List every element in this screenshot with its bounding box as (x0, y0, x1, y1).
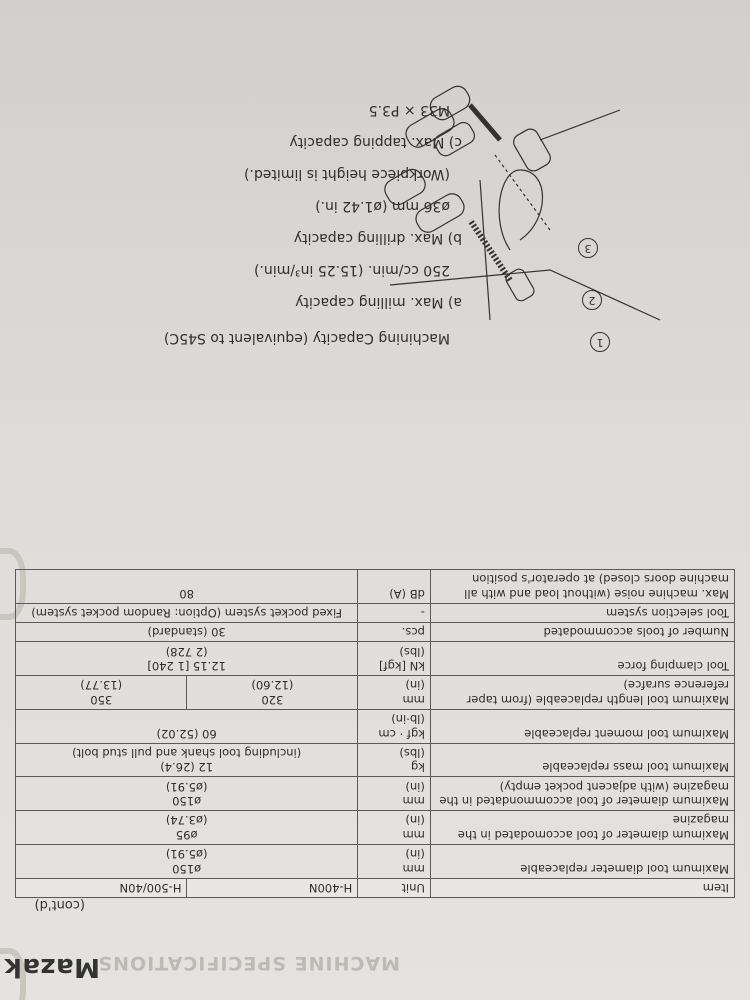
callout-marker: 2 (582, 290, 602, 310)
milling-capacity-label: a) Max. milling capacity (295, 294, 462, 310)
callout-marker: 1 (590, 332, 610, 352)
spec-value-cell-h400n (187, 676, 358, 710)
spec-unit-cell (358, 623, 431, 642)
faint-section-title: MACHINE SPECIFICATIONS (97, 952, 400, 974)
spec-unit-cell (358, 811, 431, 845)
spec-value-cell-h400n (16, 603, 358, 622)
value-text: 12.15 [1 240] (147, 659, 226, 674)
spec-unit-cell (358, 676, 431, 710)
spec-unit-cell (358, 777, 431, 811)
table-row (16, 709, 735, 743)
unit-text: pcs. (401, 625, 425, 640)
value-text: (12.60) (251, 678, 294, 693)
drilling-capacity-label: b) Max. drilling capacity (293, 230, 462, 246)
spec-unit-cell (358, 743, 431, 777)
spec-item-cell: Maximum tool length replaceable (from taper reference surafce) (430, 676, 734, 710)
column-header-h400n: H-400N (187, 878, 358, 897)
value-text: 60 (52.02) (156, 726, 217, 741)
spec-unit-cell (358, 844, 431, 878)
unit-text: (in) (405, 813, 425, 828)
unit-text: mm (402, 692, 425, 707)
unit-text: kN [kgf] (378, 659, 425, 674)
table-row (16, 743, 735, 777)
brand-logo: Mazak (4, 952, 100, 982)
unit-text: (lb·in) (391, 712, 425, 727)
unit-text: (in) (405, 678, 425, 693)
value-text: 30 (standard) (147, 625, 226, 640)
table-row (16, 811, 735, 845)
spec-value-cell-h400n (16, 844, 358, 878)
spec-unit-cell (358, 569, 431, 603)
milling-capacity-value: 250 cc/min. (15.25 in³/min.) (254, 262, 450, 278)
column-header-h500-40n: H-500/40N (16, 878, 187, 897)
unit-text: dB (A) (389, 586, 425, 601)
value-text: 350 (90, 692, 113, 707)
table-row (16, 623, 735, 642)
spec-item-cell: Maximum diameter of tool accommondated in the magazine (with adjacent pocket empty) (430, 777, 734, 811)
table-row (16, 642, 735, 676)
spec-value-cell-h500-40n (16, 676, 187, 710)
value-text: (2 728) (165, 644, 208, 659)
spec-table-body (16, 569, 735, 878)
value-text: (ø3.74) (165, 813, 208, 828)
unit-text: mm (402, 794, 425, 809)
spec-value-cell-h400n (16, 811, 358, 845)
unit-text: mm (402, 827, 425, 842)
value-text: (ø5.91) (165, 847, 208, 862)
unit-text: (lbs) (399, 746, 425, 760)
spec-value-cell-h400n (16, 642, 358, 676)
spec-value-cell-h400n (16, 743, 358, 777)
spec-item-cell: Maximum tool mass replaceable (430, 743, 734, 777)
drilling-capacity-value: ø36 mm (ø1.42 in.) (315, 198, 450, 214)
column-header-unit: Unit (358, 878, 431, 897)
spec-unit-cell (358, 642, 431, 676)
unit-text: kg (410, 760, 425, 775)
value-text: 12 (26.4) (160, 760, 214, 775)
table-row (16, 777, 735, 811)
value-text: ø150 (172, 794, 202, 809)
unit-text: (in) (405, 847, 425, 862)
continued-label: (cont'd) (34, 897, 85, 912)
value-text: (ø5.91) (165, 779, 208, 794)
unit-text: kgf · cm (378, 726, 425, 741)
unit-text: (in) (405, 779, 425, 794)
table-row (16, 676, 735, 710)
spec-unit-cell (358, 709, 431, 743)
table-row (16, 844, 735, 878)
table-header-row (16, 878, 735, 897)
value-text: Fixed pocket system (Option: Random pocket system) (31, 606, 343, 620)
spec-table (15, 569, 735, 898)
table-row (16, 569, 735, 603)
value-text: 80 (179, 586, 194, 601)
spec-unit-cell (358, 603, 431, 622)
spec-item-cell: Tool clamping force (430, 642, 734, 676)
value-text: (13.77) (80, 678, 123, 693)
column-header-item: Item (430, 878, 734, 897)
value-text: 320 (261, 692, 284, 707)
tapping-capacity-label: c) Max. tapping capacity (289, 134, 462, 150)
spec-item-cell: Maximum tool diameter replaceable (430, 844, 734, 878)
spec-item-cell: Maximum tool moment replaceable (430, 709, 734, 743)
unit-text: mm (402, 861, 425, 876)
spec-value-cell-h400n (16, 709, 358, 743)
value-text: (including tool shank and pull stud bolt) (72, 746, 302, 760)
table-row (16, 603, 735, 622)
value-text: ø95 (175, 827, 198, 842)
spec-value-cell-h400n (16, 569, 358, 603)
spec-item-cell: Tool selection system (430, 603, 734, 622)
spec-item-cell: Maximum diameter of tool accomodated in the magazine (430, 811, 734, 845)
spec-item-cell: Max. machine noise (without load and with all machine doors closed) at operator's position (430, 569, 734, 603)
callout-marker: 3 (578, 238, 598, 258)
spec-value-cell-h400n (16, 777, 358, 811)
spec-item-cell: Number of tools accommodated (430, 623, 734, 642)
spec-value-cell-h400n (16, 623, 358, 642)
unit-text: (lbs) (399, 644, 425, 659)
unit-text: - (420, 606, 425, 620)
value-text: ø150 (172, 861, 202, 876)
machining-capacity-title: Machining Capacity (equivalent to S45C) (163, 330, 450, 346)
drilling-capacity-note: (Workpiece height is limited.) (244, 166, 450, 182)
tapping-capacity-value: M33 × P3.5 (368, 102, 450, 118)
